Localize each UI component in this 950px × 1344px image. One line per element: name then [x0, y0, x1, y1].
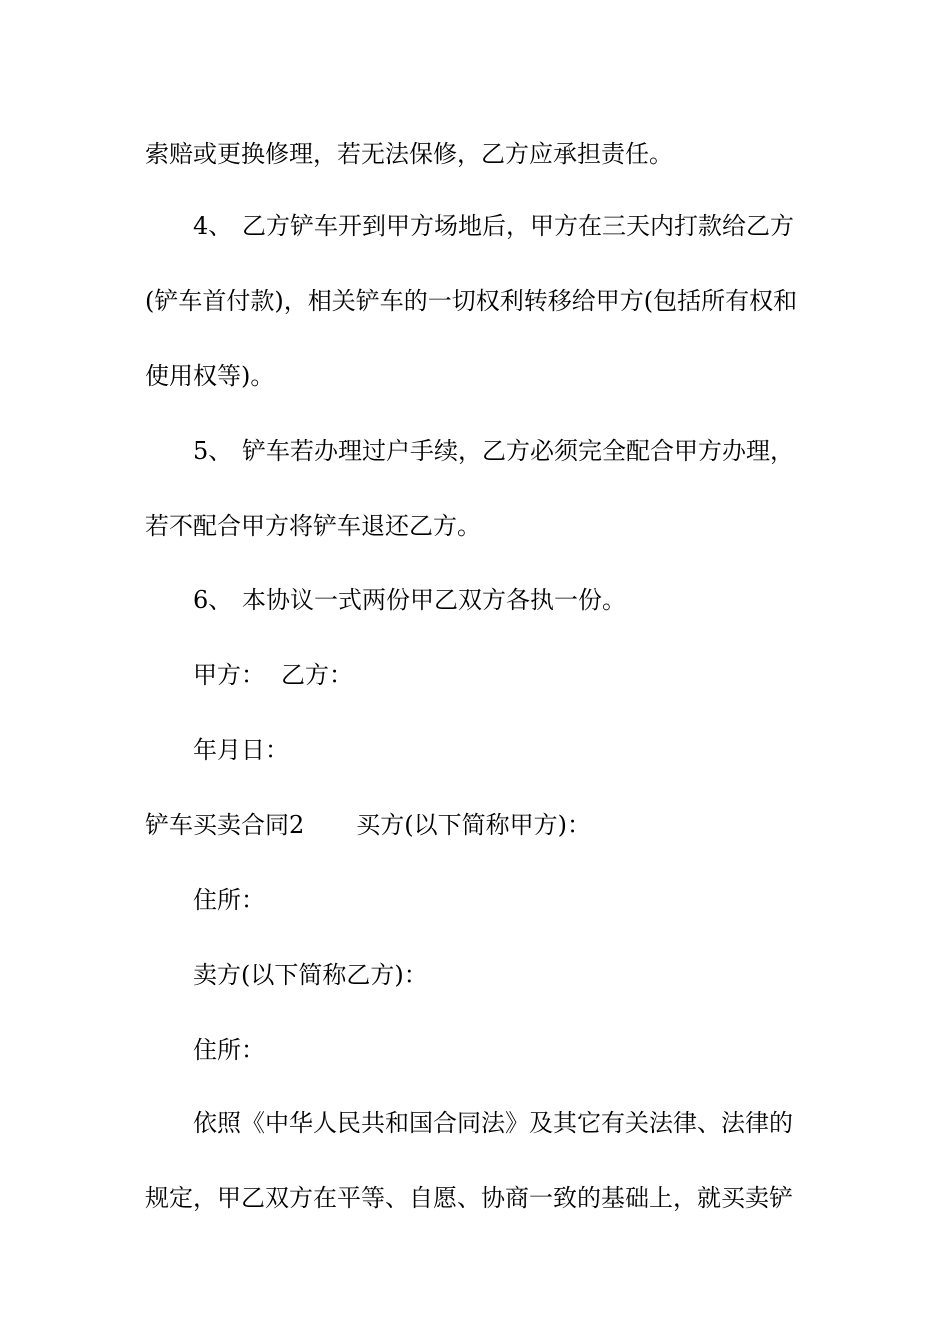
buyer-address-line — [193, 885, 265, 915]
date-label: 年月日： — [193, 736, 289, 764]
text-line — [145, 361, 274, 391]
contract-heading-line — [145, 810, 591, 840]
line-text: 铲车若办理过户手续，乙方必须完全配合甲方办理， — [242, 437, 794, 465]
numbered-item-4 — [193, 211, 794, 241]
line-text: 若不配合甲方将铲车退还乙方。 — [145, 512, 481, 540]
text-line — [145, 511, 481, 541]
party-a-label: 甲方： — [193, 661, 265, 689]
line-text: 索赔或更换修理，若无法保修，乙方应承担责任。 — [145, 140, 673, 168]
line-text: 依照《中华人民共和国合同法》及其它有关法律、法律的 — [193, 1109, 793, 1137]
line-text: (铲车首付款)，相关铲车的一切权利转移给甲方(包括所有权和 — [145, 287, 798, 315]
line-text: 使用权等)。 — [145, 362, 275, 390]
item-number: 6、 — [193, 586, 233, 614]
buyer-label: 买方(以下简称甲方)： — [356, 811, 592, 839]
party-b-label: 乙方： — [281, 661, 353, 689]
seller-label: 卖方(以下简称乙方)： — [193, 961, 428, 989]
item-number: 4、 — [193, 212, 233, 240]
date-line — [193, 735, 289, 765]
numbered-item-6 — [193, 585, 626, 615]
seller-line — [193, 960, 428, 990]
signature-parties — [193, 660, 353, 690]
text-line — [145, 286, 797, 316]
text-line — [145, 1183, 793, 1213]
item-number: 5、 — [193, 437, 233, 465]
seller-address-line — [193, 1035, 265, 1065]
text-line — [193, 1108, 793, 1138]
text-line — [145, 139, 673, 169]
line-text: 本协议一式两份甲乙双方各执一份。 — [242, 586, 626, 614]
line-text: 乙方铲车开到甲方场地后，甲方在三天内打款给乙方 — [242, 212, 794, 240]
numbered-item-5 — [193, 436, 794, 466]
address-label: 住所： — [193, 1036, 265, 1064]
line-text: 规定，甲乙双方在平等、自愿、协商一致的基础上，就买卖铲 — [145, 1184, 793, 1212]
contract-title: 铲车买卖合同2 — [145, 811, 305, 839]
address-label: 住所： — [193, 886, 265, 914]
